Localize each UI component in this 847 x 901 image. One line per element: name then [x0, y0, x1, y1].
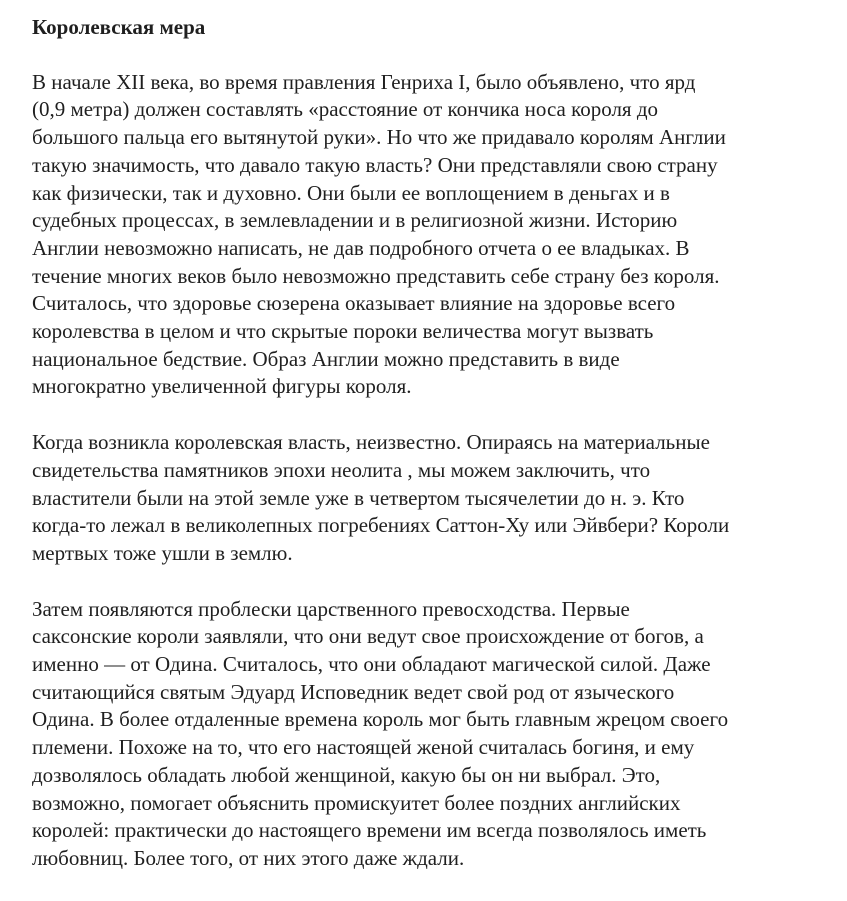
paragraph-1 — [32, 69, 822, 401]
text-line: Затем появляются проблески царственного превосходства. Первые — [32, 596, 630, 621]
text-line: любовниц. Более того, от них этого даже ждали. — [32, 845, 465, 870]
text-line: Одина. В более отдаленные времена король мог быть главным жрецом своего — [32, 707, 729, 732]
text-line: королей: практически до настоящего времени им всегда позволялось иметь — [32, 818, 707, 843]
text-line: племени. Похоже на то, что его настоящей женой считалась богиня, и ему — [32, 735, 695, 760]
text-line: многократно увеличенной фигуры короля. — [32, 374, 412, 399]
text-line: судебных процессах, в землевладении и в религиозной жизни. Историю — [32, 208, 678, 233]
text-line: королевства в целом и что скрытые пороки величества могут вызвать — [32, 319, 654, 344]
text-line: саксонские короли заявляли, что они ведут свое происхождение от богов, а — [32, 624, 704, 649]
text-line: такую значимость, что давало такую власть? Они представляли свою страну — [32, 152, 718, 177]
text-line: национальное бедствие. Образ Англии можно представить в виде — [32, 346, 620, 371]
document-page — [32, 14, 822, 901]
text-line: властители были на этой земле уже в четвертом тысячелетии до н. э. Кто — [32, 485, 685, 510]
paragraph-3 — [32, 596, 822, 873]
text-line: возможно, помогает объяснить промискуитет более поздних английских — [32, 790, 681, 815]
text-line: (0,9 метра) должен составлять «расстояние от кончика носа короля до — [32, 97, 659, 122]
text-line: В начале XII века, во время правления Генриха I, было объявлено, что ярд — [32, 69, 696, 94]
text-line: мертвых тоже ушли в землю. — [32, 540, 293, 565]
text-line: Считалось, что здоровье сюзерена оказывает влияние на здоровье всего — [32, 291, 676, 316]
text-line: свидетельства памятников эпохи неолита , мы можем заключить, что — [32, 457, 651, 482]
text-line: Англии невозможно написать, не дав подробного отчета о ее владыках. В — [32, 235, 690, 260]
text-line: считающийся святым Эдуард Исповедник ведет свой род от языческого — [32, 679, 675, 704]
text-line: течение многих веков было невозможно представить себе страну без короля. — [32, 263, 720, 288]
paragraph-2 — [32, 429, 822, 568]
text-line: как физически, так и духовно. Они были ее воплощением в деньгах и в — [32, 180, 670, 205]
text-line: Когда возникла королевская власть, неизвестно. Опираясь на материальные — [32, 430, 710, 455]
text-line: когда-то лежал в великолепных погребениях Саттон-Ху или Эйвбери? Короли — [32, 513, 730, 538]
document-title: Королевская мера — [32, 15, 206, 39]
text-line: большого пальца его вытянутой руки». Но что же придавало королям Англии — [32, 125, 726, 150]
text-line: дозволялось обладать любой женщиной, какую бы он ни выбрал. Это, — [32, 762, 661, 787]
text-line: именно — от Одина. Считалось, что они обладают магической силой. Даже — [32, 652, 711, 677]
